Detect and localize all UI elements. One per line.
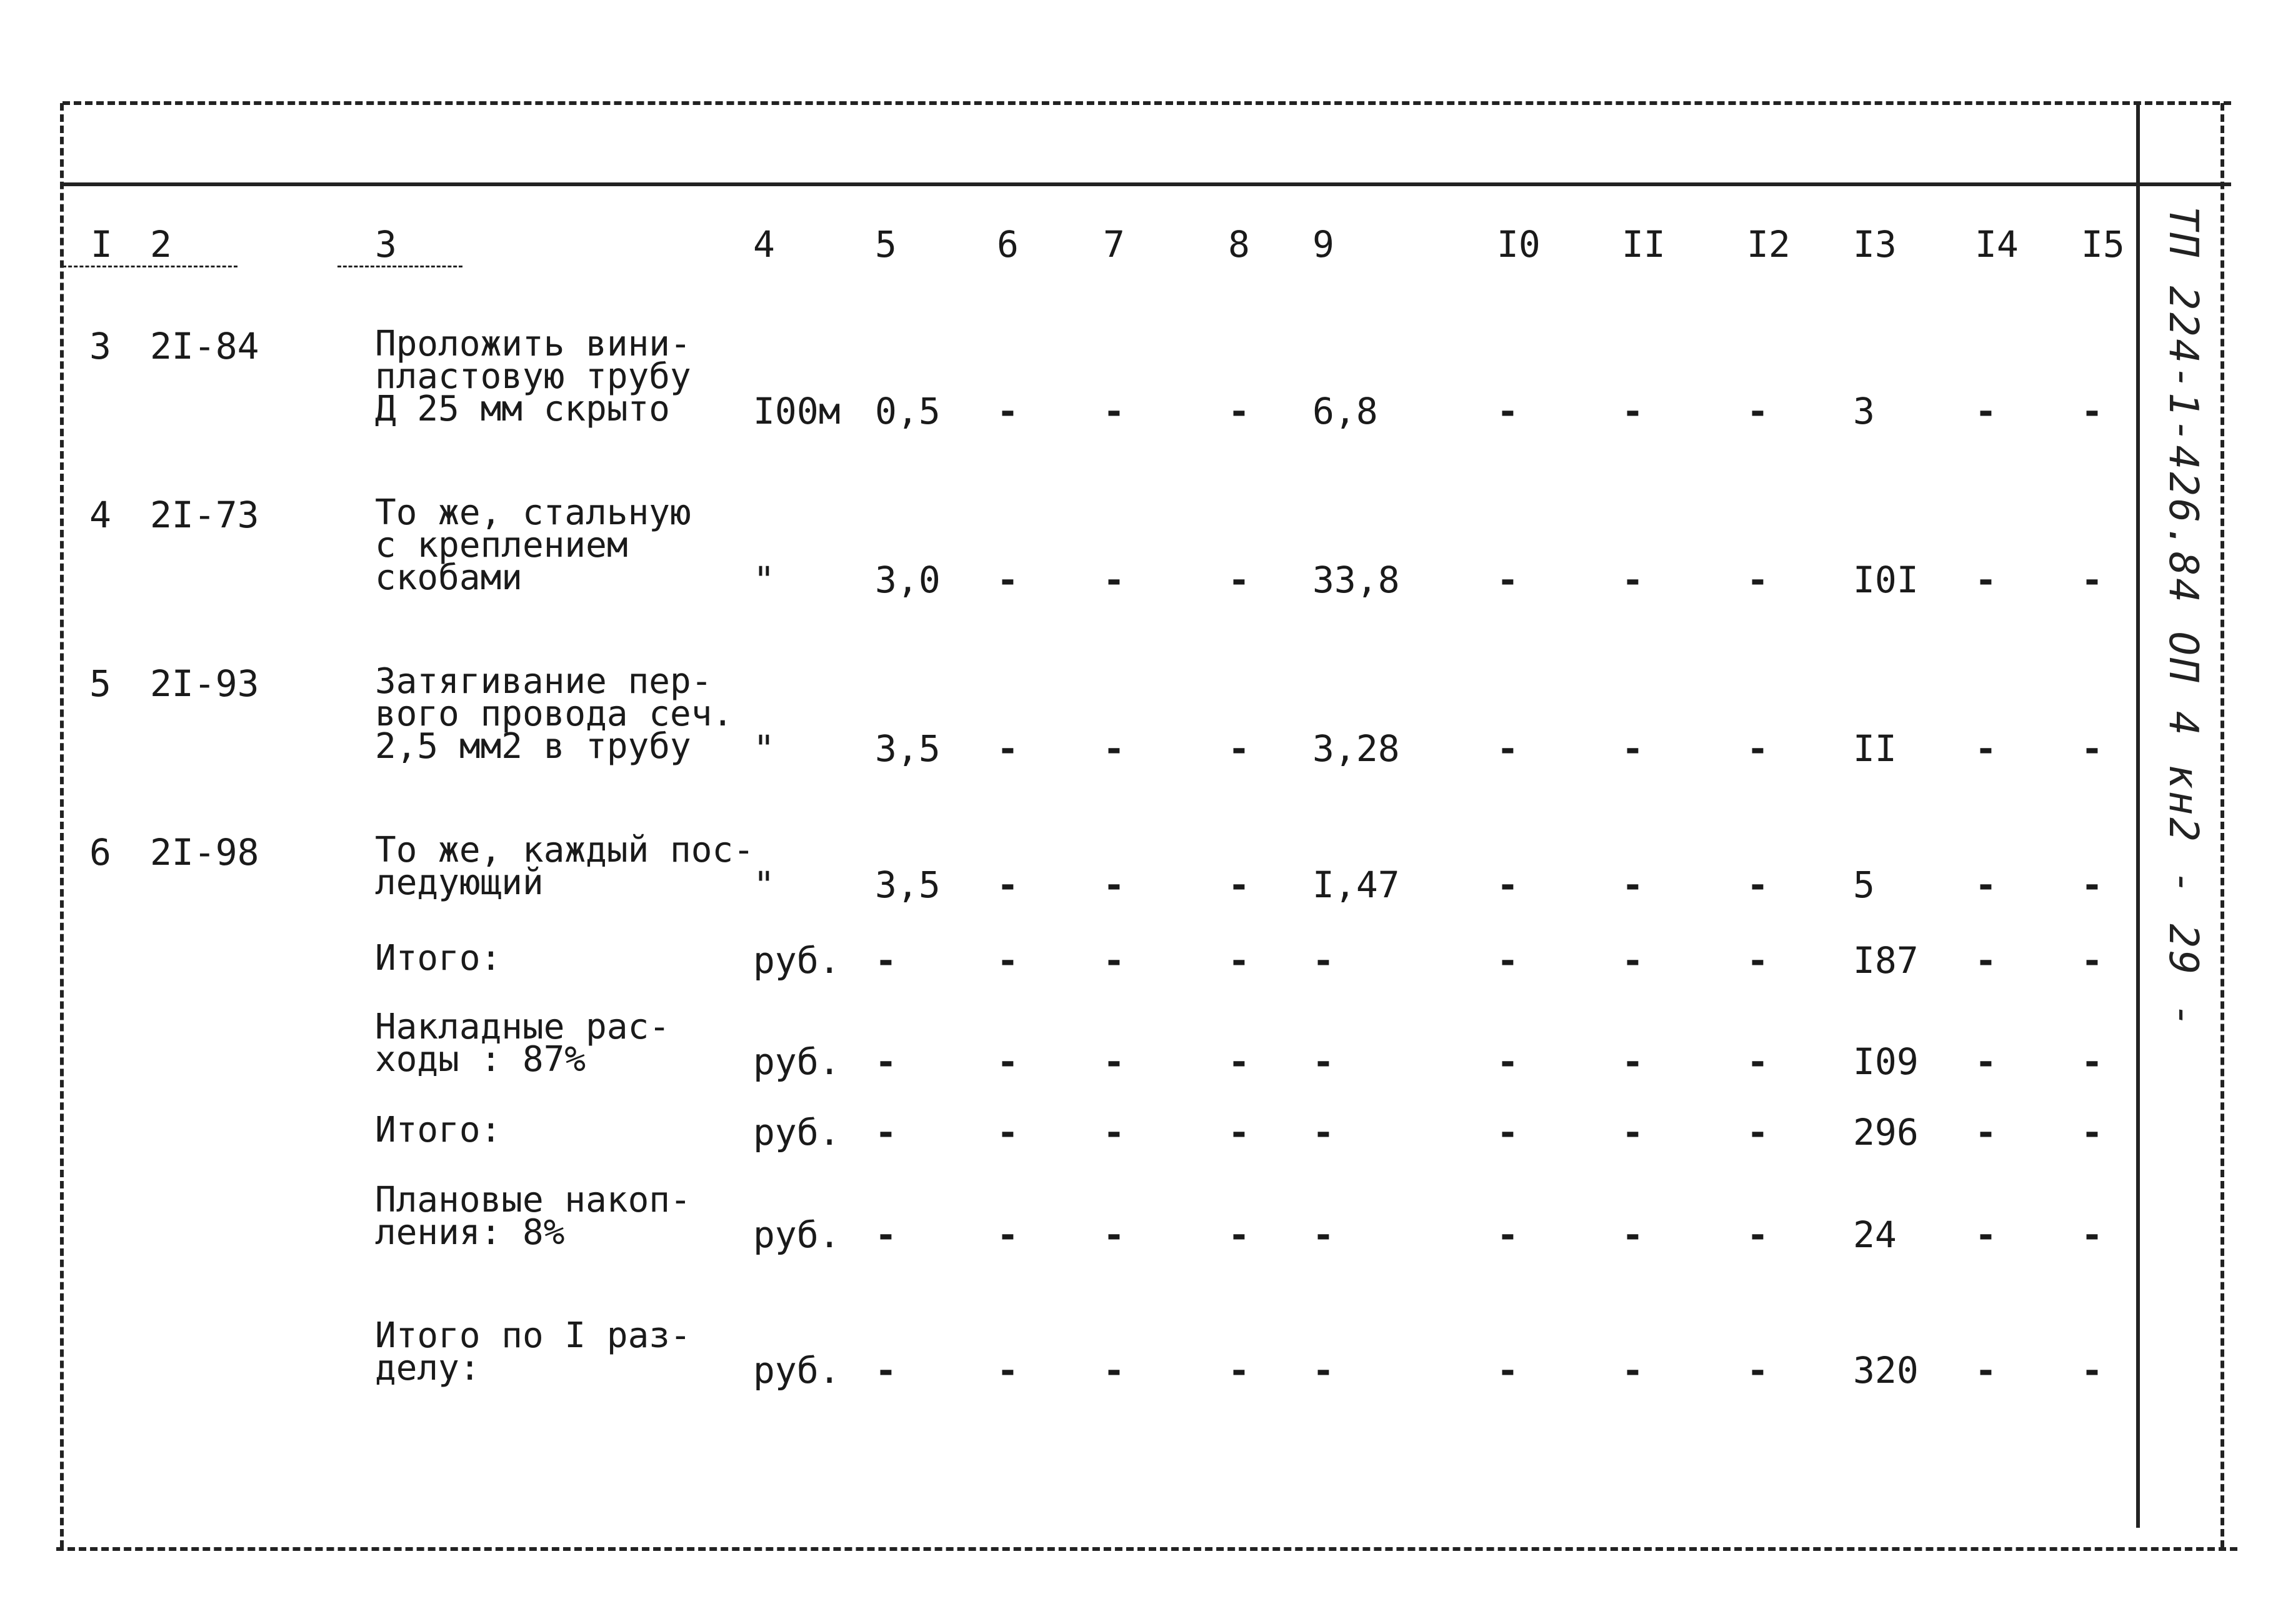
table-cell-col9: -: [1312, 1111, 1334, 1153]
table-cell-col7: -: [1103, 939, 1125, 982]
column-header-4: 4: [753, 223, 775, 266]
table-cell-col11: -: [1622, 864, 1644, 906]
table-cell-col10: -: [1497, 1349, 1519, 1392]
table-cell-col13: 296: [1853, 1111, 1919, 1153]
table-cell-col13: I87: [1853, 939, 1919, 982]
work-description-line: То же, каждый пос-: [375, 830, 754, 870]
table-cell-col5: -: [875, 1040, 897, 1083]
table-cell-col15: -: [2081, 1040, 2103, 1083]
column-header-15: I5: [2081, 223, 2125, 266]
table-cell-col4: ": [753, 559, 775, 601]
table-cell-col11: -: [1622, 1349, 1644, 1392]
work-description-line: Проложить вини-: [375, 324, 691, 364]
table-cell-col7: -: [1103, 727, 1125, 770]
table-cell-col4: руб.: [753, 1040, 841, 1083]
table-cell-col4: руб.: [753, 939, 841, 982]
table-cell-col14: -: [1975, 559, 1997, 601]
table-cell-col11: -: [1622, 390, 1644, 432]
table-cell-col9: I,47: [1312, 864, 1400, 906]
table-cell-col7: -: [1103, 1349, 1125, 1392]
table-cell-col5: -: [875, 1213, 897, 1256]
column-header-12: I2: [1747, 223, 1791, 266]
table-cell-col12: -: [1747, 1040, 1769, 1083]
table-cell-col14: -: [1975, 1111, 1997, 1153]
work-description-line: Плановые накоп-: [375, 1180, 691, 1220]
work-description-line: вого провода сеч.: [375, 694, 734, 734]
table-cell-col5: -: [875, 1111, 897, 1153]
table-cell-col12: -: [1747, 727, 1769, 770]
table-cell-col6: -: [997, 727, 1019, 770]
table-cell-col6: -: [997, 1111, 1019, 1153]
work-description-line: с креплением: [375, 525, 628, 565]
frame-left-border: [60, 103, 64, 1548]
table-cell-col8: -: [1228, 727, 1250, 770]
table-cell-col15: -: [2081, 864, 2103, 906]
table-cell-col11: -: [1622, 1040, 1644, 1083]
table-cell-col12: -: [1747, 939, 1769, 982]
norm-code: 2I-93: [150, 662, 259, 705]
table-cell-col8: -: [1228, 559, 1250, 601]
row-number: 6: [89, 831, 111, 874]
column-header-5: 5: [875, 223, 897, 266]
table-cell-col9: -: [1312, 939, 1334, 982]
work-description-line: Итого:: [375, 938, 502, 979]
table-cell-col9: 6,8: [1312, 390, 1378, 432]
table-cell-col14: -: [1975, 1213, 1997, 1256]
table-cell-col4: руб.: [753, 1213, 841, 1256]
table-cell-col6: -: [997, 559, 1019, 601]
table-cell-col11: -: [1622, 1111, 1644, 1153]
table-cell-col14: -: [1975, 390, 1997, 432]
table-cell-col9: -: [1312, 1349, 1334, 1392]
stamp-area: [2131, 206, 2231, 1030]
row-number: 5: [89, 662, 111, 705]
table-cell-col13: 3: [1853, 390, 1875, 432]
table-cell-col7: -: [1103, 559, 1125, 601]
work-description-line: ходы : 87%: [375, 1039, 586, 1080]
column-header-10: I0: [1497, 223, 1541, 266]
table-cell-col12: -: [1747, 864, 1769, 906]
work-description-line: делу:: [375, 1348, 481, 1388]
table-cell-col14: -: [1975, 1349, 1997, 1392]
table-cell-col4: I00м: [753, 390, 841, 432]
column-header-14: I4: [1975, 223, 2019, 266]
column-header-6: 6: [997, 223, 1019, 266]
table-cell-col14: -: [1975, 939, 1997, 982]
work-description-line: Накладные рас-: [375, 1007, 671, 1047]
work-description-line: пластовую трубу: [375, 356, 691, 397]
table-cell-col5: 3,5: [875, 727, 941, 770]
column-header-3: 3: [375, 223, 397, 266]
work-description-line: скобами: [375, 557, 523, 598]
table-cell-col5: 3,0: [875, 559, 941, 601]
table-cell-col15: -: [2081, 1111, 2103, 1153]
table-cell-col6: -: [997, 1349, 1019, 1392]
table-cell-col12: -: [1747, 1111, 1769, 1153]
table-cell-col7: -: [1103, 1111, 1125, 1153]
work-description-line: ледующий: [375, 862, 544, 903]
column-header-11: II: [1622, 223, 1666, 266]
table-cell-col7: -: [1103, 1040, 1125, 1083]
table-cell-col13: II: [1853, 727, 1897, 770]
column-header-1: I: [91, 223, 112, 266]
column-header-8: 8: [1228, 223, 1250, 266]
table-cell-col4: ": [753, 864, 775, 906]
table-cell-col7: -: [1103, 390, 1125, 432]
header-underline-col3: [337, 266, 462, 267]
work-description-line: ления: 8%: [375, 1212, 565, 1253]
table-cell-col6: -: [997, 390, 1019, 432]
table-cell-col8: -: [1228, 1111, 1250, 1153]
table-cell-col8: -: [1228, 1040, 1250, 1083]
table-cell-col14: -: [1975, 864, 1997, 906]
table-cell-col8: -: [1228, 1349, 1250, 1392]
column-header-9: 9: [1312, 223, 1334, 266]
table-cell-col5: -: [875, 1349, 897, 1392]
table-cell-col10: -: [1497, 1040, 1519, 1083]
frame-top-border: [62, 101, 2231, 105]
table-cell-col8: -: [1228, 864, 1250, 906]
table-cell-col10: -: [1497, 1111, 1519, 1153]
table-cell-col14: -: [1975, 727, 1997, 770]
table-cell-col4: руб.: [753, 1349, 841, 1392]
table-cell-col13: 5: [1853, 864, 1875, 906]
table-cell-col4: руб.: [753, 1111, 841, 1153]
table-cell-col11: -: [1622, 1213, 1644, 1256]
column-header-13: I3: [1853, 223, 1897, 266]
frame-bottom-border: [56, 1547, 2237, 1551]
table-cell-col15: -: [2081, 1349, 2103, 1392]
table-cell-col5: -: [875, 939, 897, 982]
table-cell-col10: -: [1497, 939, 1519, 982]
table-cell-col13: I0I: [1853, 559, 1919, 601]
work-description-line: 2,5 мм2 в трубу: [375, 726, 691, 767]
table-cell-col10: -: [1497, 390, 1519, 432]
table-cell-col15: -: [2081, 1213, 2103, 1256]
work-description-line: То же, стальную: [375, 492, 691, 533]
table-cell-col6: -: [997, 864, 1019, 906]
table-cell-col10: -: [1497, 864, 1519, 906]
table-cell-col6: -: [997, 1213, 1019, 1256]
work-description-line: Итого по I раз-: [375, 1315, 691, 1356]
norm-code: 2I-73: [150, 494, 259, 536]
table-cell-col12: -: [1747, 559, 1769, 601]
table-cell-col14: -: [1975, 1040, 1997, 1083]
table-cell-col15: -: [2081, 390, 2103, 432]
table-cell-col9: -: [1312, 1040, 1334, 1083]
work-description-line: Итого:: [375, 1110, 502, 1150]
frame-header-rule: [62, 182, 2231, 186]
table-cell-col10: -: [1497, 559, 1519, 601]
table-cell-col13: I09: [1853, 1040, 1919, 1083]
table-cell-col7: -: [1103, 1213, 1125, 1256]
table-cell-col15: -: [2081, 559, 2103, 601]
table-cell-col12: -: [1747, 1213, 1769, 1256]
column-header-2: 2: [150, 223, 172, 266]
table-cell-col6: -: [997, 939, 1019, 982]
table-cell-col15: -: [2081, 939, 2103, 982]
table-cell-col9: -: [1312, 1213, 1334, 1256]
header-underline-col2: [62, 266, 237, 267]
table-cell-col9: 3,28: [1312, 727, 1400, 770]
table-cell-col8: -: [1228, 1213, 1250, 1256]
table-cell-col9: 33,8: [1312, 559, 1400, 601]
norm-code: 2I-84: [150, 325, 259, 367]
table-cell-col7: -: [1103, 864, 1125, 906]
row-number: 3: [89, 325, 111, 367]
column-header-7: 7: [1103, 223, 1125, 266]
document-stamp-code: ТП 224-1-426.84 ОП 4 кн2 - 29 -: [2160, 206, 2206, 1030]
table-cell-col5: 3,5: [875, 864, 941, 906]
row-number: 4: [89, 494, 111, 536]
table-cell-col10: -: [1497, 1213, 1519, 1256]
norm-code: 2I-98: [150, 831, 259, 874]
table-cell-col15: -: [2081, 727, 2103, 770]
table-cell-col13: 24: [1853, 1213, 1897, 1256]
table-cell-col5: 0,5: [875, 390, 941, 432]
table-cell-col11: -: [1622, 939, 1644, 982]
work-description-line: Затягивание пер-: [375, 661, 712, 702]
table-cell-col13: 320: [1853, 1349, 1919, 1392]
table-cell-col6: -: [997, 1040, 1019, 1083]
table-cell-col12: -: [1747, 390, 1769, 432]
table-cell-col11: -: [1622, 559, 1644, 601]
table-cell-col8: -: [1228, 939, 1250, 982]
table-cell-col11: -: [1622, 727, 1644, 770]
table-cell-col4: ": [753, 727, 775, 770]
work-description-line: Д 25 мм скрыто: [375, 389, 671, 429]
table-cell-col12: -: [1747, 1349, 1769, 1392]
table-cell-col10: -: [1497, 727, 1519, 770]
table-cell-col8: -: [1228, 390, 1250, 432]
